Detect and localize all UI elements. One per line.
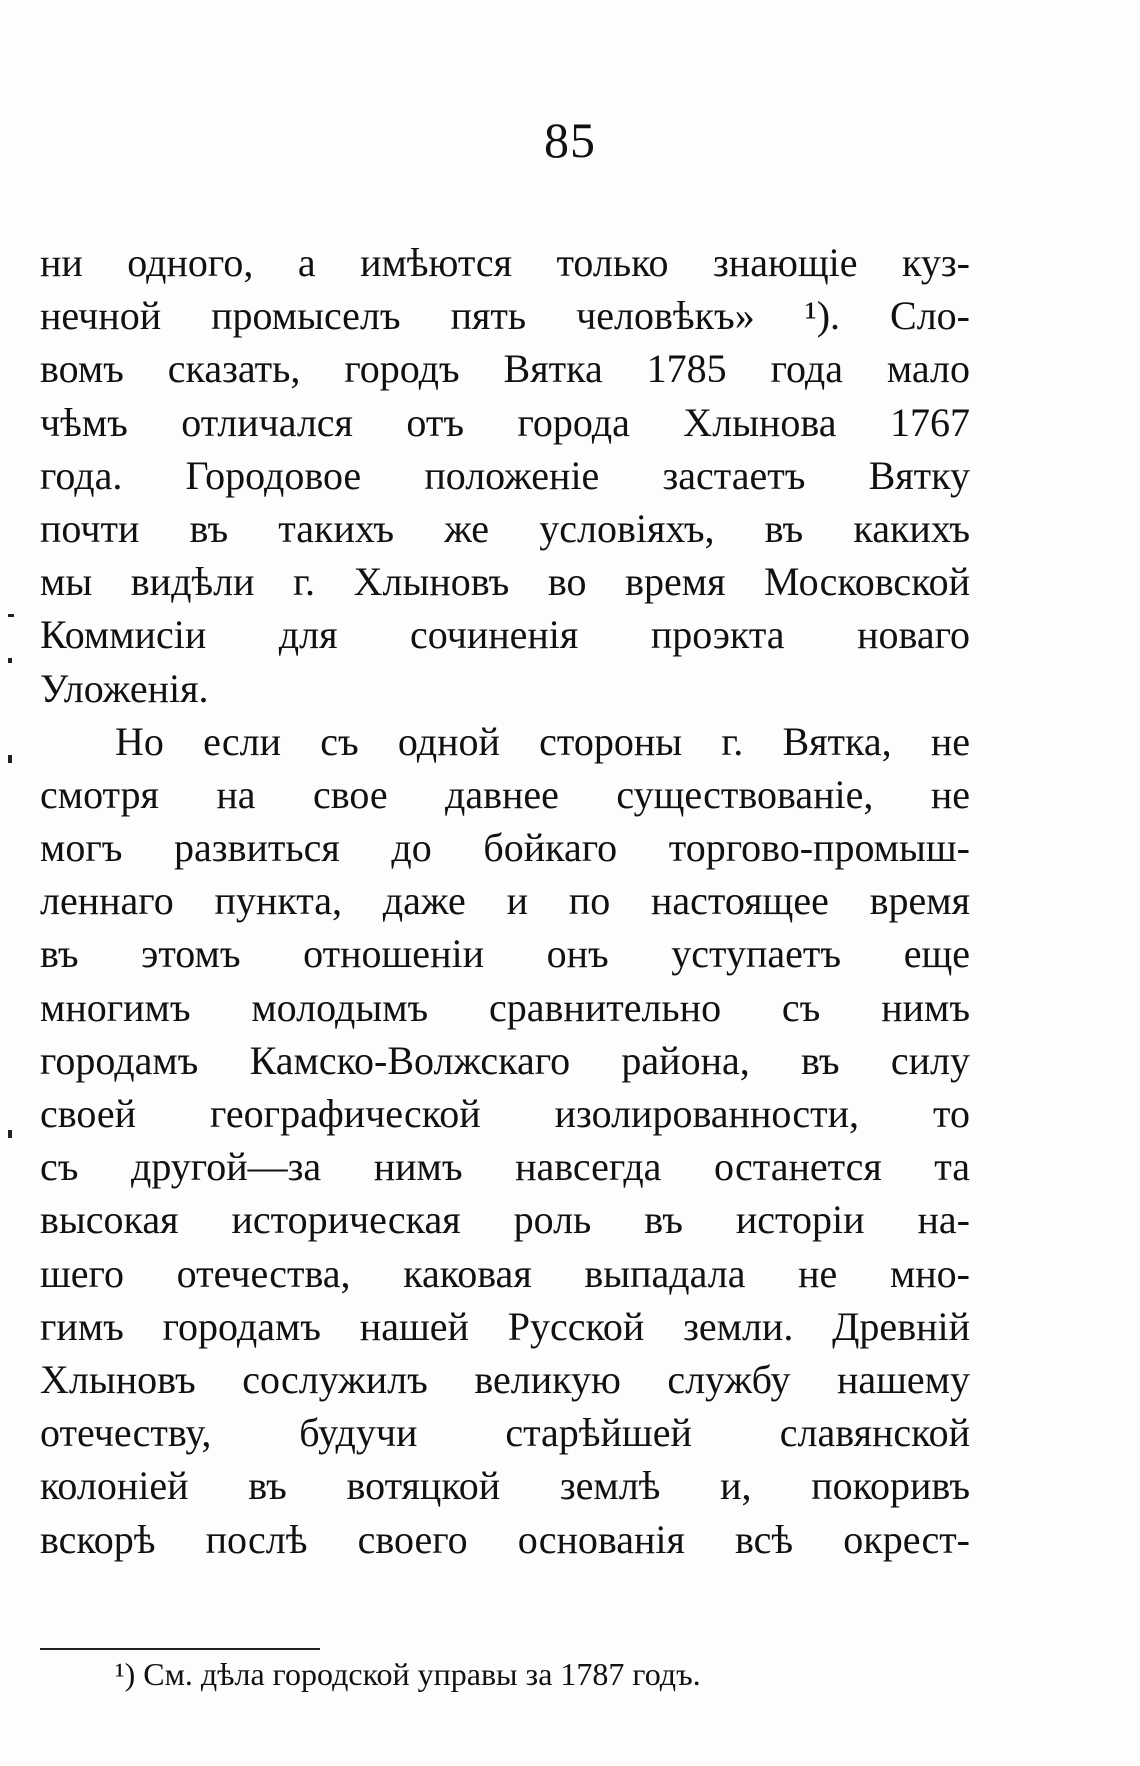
text-line: мы видѣли г. Хлыновъ во время Московской xyxy=(40,559,970,605)
text-line: колоніей въ вотяцкой землѣ и, покоривъ xyxy=(40,1463,970,1509)
text-line: въ этомъ отношеніи онъ уступаетъ еще xyxy=(40,931,970,977)
page-number: 85 xyxy=(544,112,596,168)
text-line: многимъ молодымъ сравнительно съ нимъ xyxy=(40,984,970,1030)
margin-mark xyxy=(8,658,12,663)
text-line: Уложенія. xyxy=(40,665,209,711)
text-line: высокая историческая роль въ исторіи на- xyxy=(40,1197,970,1243)
text-line: шего отечества, каковая выпадала не мно- xyxy=(40,1250,970,1296)
text-line: смотря на свое давнее существованіе, не xyxy=(40,771,970,817)
text-line: могъ развиться до бойкаго торгово-промыш- xyxy=(40,825,970,871)
text-line: отечеству, будучи старѣйшей славянской xyxy=(40,1410,970,1456)
text-line: ни одного, а имѣются только знающіе куз- xyxy=(40,240,970,285)
body-text xyxy=(40,236,970,1566)
text-line: года. Городовое положеніе застаетъ Вятку xyxy=(40,452,970,498)
text-line: съ другой—за нимъ навсегда останется та xyxy=(40,1144,970,1190)
text-line: нечной промыселъ пять человѣкъ» ¹). Сло- xyxy=(40,293,970,339)
text-line: гимъ городамъ нашей Русской земли. Древній xyxy=(40,1303,970,1349)
text-line: почти въ такихъ же условіяхъ, въ какихъ xyxy=(40,505,970,551)
footnote: ¹) См. дѣла городской управы за 1787 годъ. xyxy=(115,1656,701,1692)
paragraph-first-line: Но если съ одной стороны г. Вятка, не xyxy=(115,718,970,764)
margin-mark xyxy=(8,1130,12,1138)
margin-mark xyxy=(8,755,12,763)
margin-mark xyxy=(8,614,14,617)
text-line: городамъ Камско-Волжскаго района, въ силу xyxy=(40,1037,970,1083)
text-line: чѣмъ отличался отъ города Хлынова 1767 xyxy=(40,399,970,445)
text-line: своей географической изолированности, то xyxy=(40,1091,970,1136)
text-line: вскорѣ послѣ своего основанія всѣ окрест- xyxy=(40,1516,970,1562)
text-line: вомъ сказать, городъ Вятка 1785 года мало xyxy=(40,346,970,392)
text-line: Хлыновъ сослужилъ великую службу нашему xyxy=(40,1356,970,1402)
text-line: Коммисіи для сочиненія проэкта новаго xyxy=(40,612,970,658)
text-line: леннаго пункта, даже и по настоящее время xyxy=(40,878,970,924)
